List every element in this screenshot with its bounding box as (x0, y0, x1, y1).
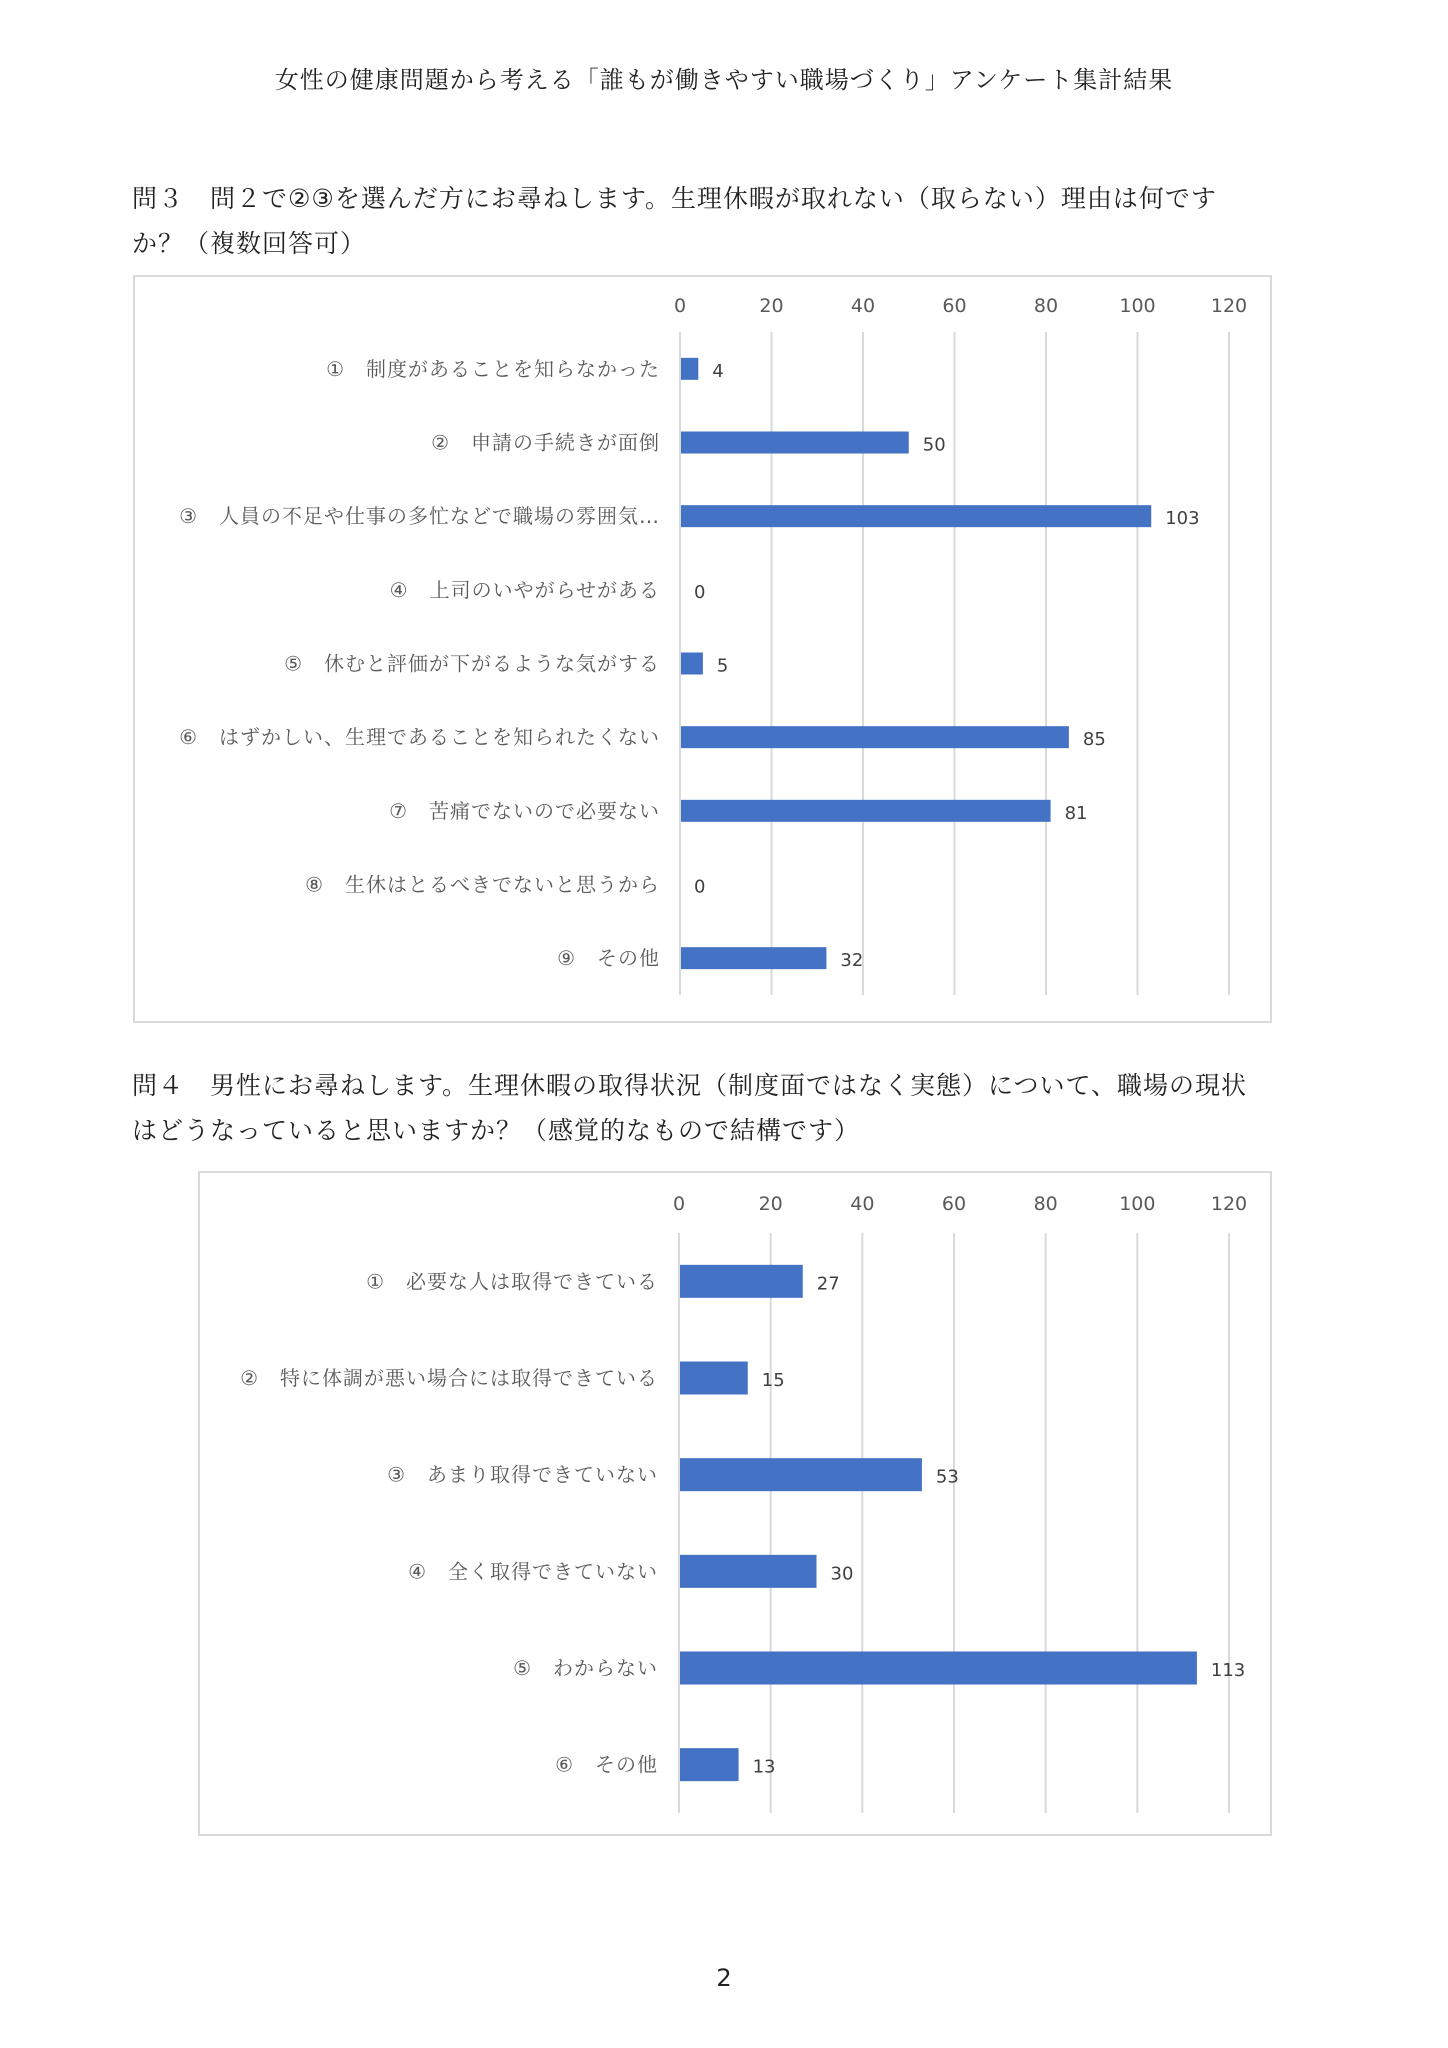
chart1-category-label: ⑨ その他 (557, 946, 660, 971)
question-3 (132, 176, 1332, 266)
chart2-tick-label: 100 (1119, 1193, 1156, 1215)
chart2-bar (679, 1362, 748, 1395)
chart1-tick-label: 20 (759, 295, 784, 317)
chart1-value-label: 50 (922, 434, 946, 456)
chart1-tick-label: 40 (850, 295, 876, 317)
chart-q3-reasons (133, 275, 1272, 1023)
chart-q3-svg (135, 277, 1270, 1021)
chart1-value-label: 103 (1165, 508, 1200, 530)
chart1-value-label: 32 (840, 950, 864, 972)
chart2-value-label: 27 (816, 1273, 840, 1295)
chart1-bar (680, 726, 1069, 748)
chart1-value-label: 81 (1064, 802, 1088, 824)
chart2-category-label: ② 特に体調が悪い場合には取得できている (240, 1366, 658, 1390)
chart1-tick-label: 80 (1033, 295, 1059, 317)
chart1-category-label: ⑥ はずかしい、生理であることを知られたくない (179, 725, 660, 750)
question-3-line-1: 問３ 問２で②③を選んだ方にお尋ねします。生理休暇が取れない（取らない）理由は何です (132, 184, 1217, 213)
chart1-bar (680, 505, 1151, 527)
chart1-category-label: ③ 人員の不足や仕事の多忙などで職場の雰囲気… (179, 504, 660, 529)
question-4 (132, 1063, 1332, 1153)
chart2-bar (679, 1265, 803, 1298)
chart2-bar (679, 1555, 817, 1588)
chart2-tick-label: 120 (1210, 1193, 1248, 1215)
chart2-category-label: ③ あまり取得できていない (387, 1462, 658, 1487)
chart2-value-label: 53 (935, 1466, 959, 1488)
chart1-tick-label: 0 (673, 295, 687, 317)
page-number: 2 (716, 1964, 732, 1992)
chart2-category-label: ⑤ わからない (513, 1656, 658, 1680)
chart1-bar (680, 800, 1051, 822)
chart2-bar (679, 1652, 1197, 1685)
chart1-category-label: ④ 上司のいやがらせがある (389, 577, 660, 602)
question-4-line-2: はどうなっていると思いますか？（感覚的なもので結構です） (132, 1116, 861, 1145)
chart1-tick-label: 100 (1119, 295, 1156, 317)
chart2-tick-label: 0 (672, 1193, 686, 1215)
chart2-category-label: ④ 全く取得できていない (408, 1559, 658, 1584)
chart1-value-label: 85 (1082, 729, 1106, 751)
chart1-category-label: ② 申請の手続きが面倒 (431, 430, 660, 455)
chart2-value-label: 13 (752, 1756, 776, 1778)
chart1-bar (680, 653, 703, 675)
question-4-line-1: 問４ 男性にお尋ねします。生理休暇の取得状況（制度面ではなく実態）について、職場の現状 (132, 1071, 1248, 1100)
chart1-value-label: 0 (694, 581, 706, 603)
chart2-value-label: 15 (761, 1370, 785, 1391)
chart2-value-label: 113 (1210, 1660, 1246, 1681)
chart2-tick-label: 20 (758, 1193, 783, 1215)
chart1-bar (680, 358, 698, 380)
chart1-category-label: ① 制度があることを知らなかった (326, 356, 660, 381)
chart1-category-label: ⑧ 生休はとるべきでないと思うから (305, 872, 660, 897)
chart2-tick-label: 80 (1033, 1193, 1058, 1215)
chart-q4-svg (200, 1173, 1270, 1834)
chart1-category-label: ⑦ 苦痛でないので必要ない (389, 798, 660, 823)
chart-q4-status (198, 1171, 1272, 1836)
document-title: 女性の健康問題から考える「誰もが働きやすい職場づくり」アンケート集計結果 (274, 66, 1174, 94)
chart2-category-label: ⑥ その他 (555, 1752, 658, 1777)
chart1-value-label: 5 (716, 655, 729, 677)
chart1-value-label: 0 (694, 876, 706, 898)
chart2-tick-label: 60 (941, 1193, 967, 1215)
chart1-value-label: 4 (712, 360, 724, 382)
question-3-line-2: か？（複数回答可） (132, 229, 367, 258)
chart1-tick-label: 120 (1210, 295, 1248, 317)
chart1-bar (680, 432, 909, 454)
chart2-bar (679, 1458, 922, 1491)
chart2-bar (679, 1748, 739, 1781)
chart2-category-label: ① 必要な人は取得できている (366, 1269, 658, 1294)
chart2-value-label: 30 (830, 1563, 854, 1585)
chart1-category-label: ⑤ 休むと評価が下がるような気がする (284, 651, 660, 676)
chart2-tick-label: 40 (850, 1193, 875, 1215)
chart1-tick-label: 60 (942, 295, 967, 317)
chart1-bar (680, 947, 826, 969)
